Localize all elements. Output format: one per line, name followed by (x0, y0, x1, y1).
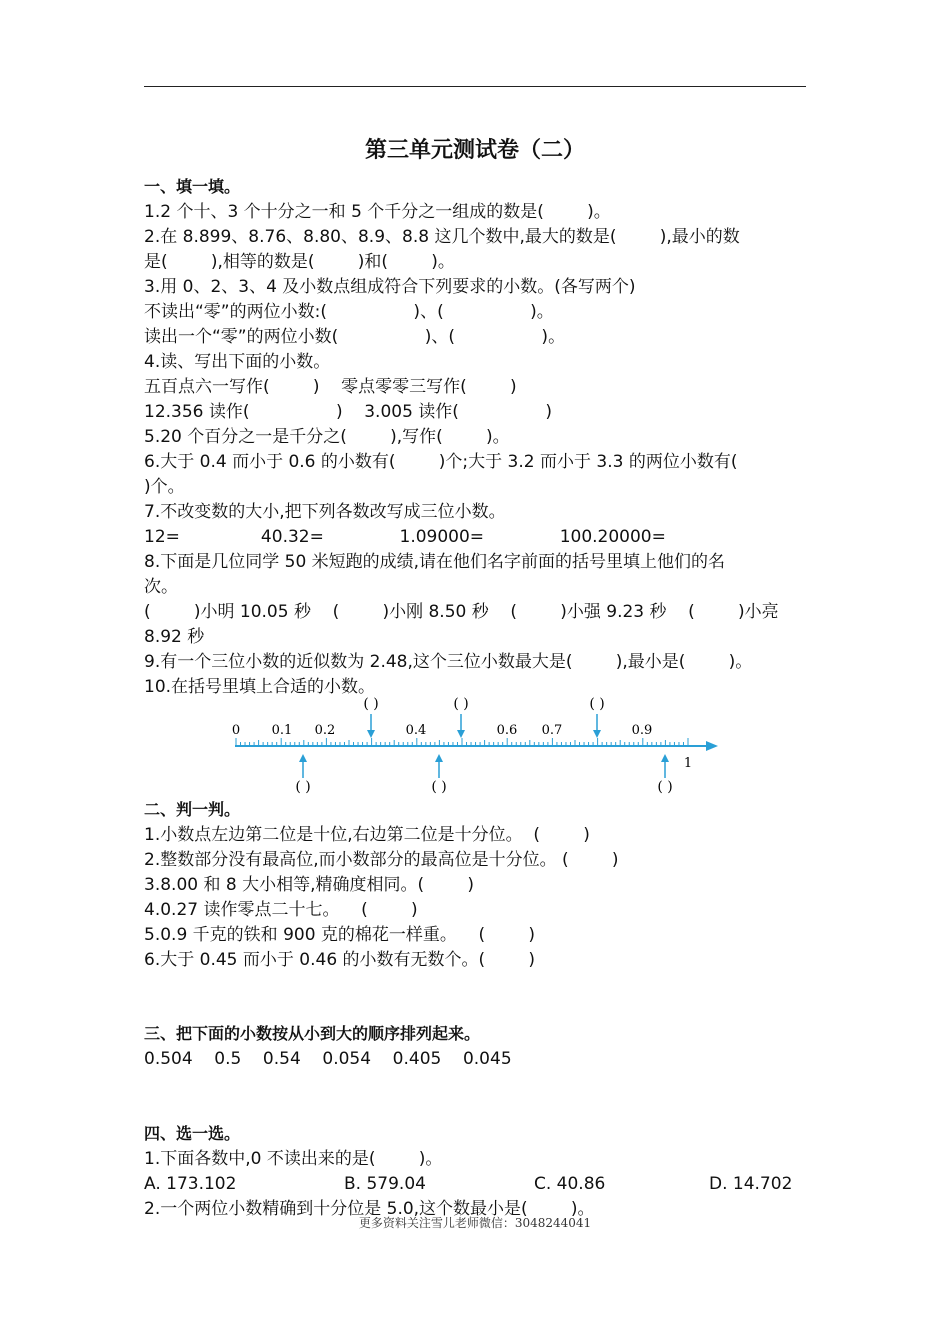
q1-3-a: 不读出“零”的两位小数:( )、( )。 (144, 302, 554, 322)
q2-1: 1.小数点左边第二位是十位,右边第二位是十分位。 ( ) (144, 825, 590, 845)
tick-label-0-4: 0.4 (405, 723, 427, 738)
q1-2: 2.在 8.899、8.76、8.80、8.9、8.8 这几个数中,最大的数是( ),最小的数 (144, 227, 740, 247)
q1-8-items: ( )小明 10.05 秒 ( )小刚 8.50 秒 ( )小强 9.23 秒 ( )小亮 (144, 602, 779, 622)
q1-8: 8.下面是几位同学 50 米短跑的成绩,请在他们名字前面的括号里填上他们的名 (144, 552, 726, 572)
q1-10: 10.在括号里填上合适的小数。 (144, 677, 376, 697)
q3-numbers: 0.504 0.5 0.54 0.054 0.405 0.045 (144, 1049, 512, 1069)
q1-8-cont: 次。 (144, 577, 178, 597)
arrow-up-2-head (435, 754, 443, 762)
q1-7: 7.不改变数的大小,把下列各数改写成三位小数。 (144, 502, 506, 522)
q4-1: 1.下面各数中,0 不读出来的是( )。 (144, 1149, 443, 1169)
q1-7-items: 12= 40.32= 1.09000= 100.20000= (144, 527, 666, 547)
tick-label-0-1: 0.1 (271, 723, 293, 738)
q1-8-items-cont: 8.92 秒 (144, 627, 205, 647)
section-1-heading: 一、填一填。 (144, 177, 241, 196)
section-2-heading: 二、判一判。 (144, 800, 241, 819)
q1-2-cont: 是( ),相等的数是( )和( )。 (144, 252, 455, 272)
section-4-heading: 四、选一选。 (144, 1124, 241, 1143)
top-rule (144, 86, 806, 87)
blank-top-2: ( ) (453, 696, 469, 712)
tick-label-0-7: 0.7 (541, 723, 563, 738)
q2-4: 4.0.27 读作零点二十七。 ( ) (144, 900, 418, 920)
q1-9: 9.有一个三位小数的近似数为 2.48,这个三位小数最大是( ),最小是( )。 (144, 652, 753, 672)
tick-label-0-6: 0.6 (496, 723, 518, 738)
page-title: 第三单元测试卷（二） (364, 137, 585, 163)
number-line-figure (220, 694, 740, 798)
number-line-arrowhead (706, 741, 718, 751)
q4-1-option-a: A. 173.102 (144, 1174, 237, 1194)
blank-bottom-3: ( ) (657, 779, 673, 795)
footer-watermark: 更多资料关注雪儿老师微信：3048244041 (358, 1216, 592, 1230)
q1-4: 4.读、写出下面的小数。 (144, 352, 331, 372)
blank-bottom-2: ( ) (431, 779, 447, 795)
q2-2: 2.整数部分没有最高位,而小数部分的最高位是十分位。 ( ) (144, 850, 619, 870)
blank-top-3: ( ) (589, 696, 605, 712)
q2-6: 6.大于 0.45 而小于 0.46 的小数有无数个。( ) (144, 950, 536, 970)
arrow-down-2-head (457, 730, 465, 738)
tick-label-1: 1 (683, 756, 693, 771)
q4-2: 2.一个两位小数精确到十分位是 5.0,这个数最小是( )。 (144, 1199, 595, 1219)
q4-1-option-b: B. 579.04 (344, 1174, 426, 1194)
tick-label-0: 0 (231, 723, 241, 738)
q4-1-option-c: C. 40.86 (534, 1174, 606, 1194)
tick-label-0-9: 0.9 (631, 723, 653, 738)
blank-bottom-1: ( ) (295, 779, 311, 795)
q1-1: 1.2 个十、3 个十分之一和 5 个千分之一组成的数是( )。 (144, 202, 611, 222)
arrow-down-3-head (593, 730, 601, 738)
section-3-heading: 三、把下面的小数按从小到大的顺序排列起来。 (144, 1024, 481, 1043)
q1-4-a: 五百点六一写作( ) 零点零零三写作( ) (144, 377, 517, 397)
q2-3: 3.8.00 和 8 大小相等,精确度相同。( ) (144, 875, 474, 895)
blank-top-1: ( ) (363, 696, 379, 712)
q1-6-cont: )个。 (144, 477, 185, 497)
q1-3-b: 读出一个“零”的两位小数( )、( )。 (144, 327, 566, 347)
q1-6: 6.大于 0.4 而小于 0.6 的小数有( )个;大于 3.2 而小于 3.3 的两位小数有( (144, 452, 738, 472)
q1-3: 3.用 0、2、3、4 及小数点组成符合下列要求的小数。(各写两个) (144, 277, 636, 297)
arrow-up-3-head (661, 754, 669, 762)
number-line-ticks (236, 738, 688, 746)
arrow-up-1-head (299, 754, 307, 762)
q1-4-b: 12.356 读作( ) 3.005 读作( ) (144, 402, 553, 422)
arrow-down-1-head (367, 730, 375, 738)
q2-5: 5.0.9 千克的铁和 900 克的棉花一样重。 ( ) (144, 925, 536, 945)
tick-label-0-2: 0.2 (314, 723, 336, 738)
q4-1-option-d: D. 14.702 (709, 1174, 793, 1194)
q1-5: 5.20 个百分之一是千分之( ),写作( )。 (144, 427, 510, 447)
